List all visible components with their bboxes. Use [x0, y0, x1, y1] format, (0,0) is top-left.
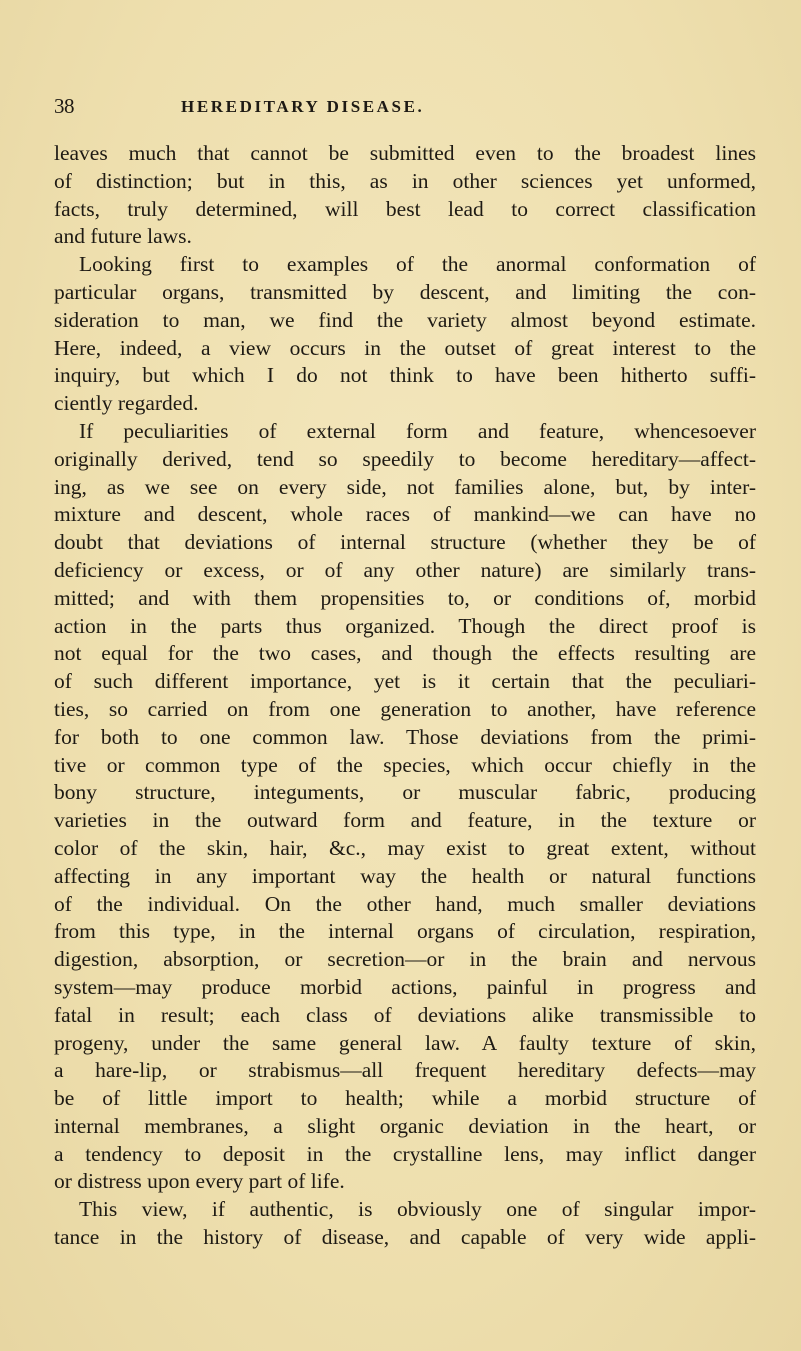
- text-line: for both to one common law. Those deviations from the primi-: [54, 724, 756, 749]
- text-line: sideration to man, we find the variety almost beyond estimate.: [54, 307, 756, 332]
- text-line: Looking first to examples of the anormal conformation of: [79, 252, 756, 277]
- text-line: of such different importance, yet is it certain that the peculiari-: [54, 669, 756, 694]
- page-header: [54, 94, 754, 124]
- page-number: 38: [54, 94, 74, 118]
- text-line: Here, indeed, a view occurs in the outset of great interest to the: [54, 335, 756, 360]
- text-line: deficiency or excess, or of any other nature) are similarly trans-: [54, 557, 756, 582]
- text-line: from this type, in the internal organs of circulation, respiration,: [54, 919, 756, 944]
- text-line: be of little import to health; while a morbid structure of: [54, 1086, 756, 1111]
- text-line: ciently regarded.: [54, 391, 199, 416]
- text-line: If peculiarities of external form and feature, whencesoever: [79, 418, 756, 443]
- text-line: and future laws.: [54, 224, 192, 249]
- text-line: tive or common type of the species, which occur chiefly in the: [54, 752, 756, 777]
- text-line: not equal for the two cases, and though the effects resulting are: [54, 641, 756, 666]
- text-line: doubt that deviations of internal structure (whether they be of: [54, 530, 756, 555]
- text-line: a tendency to deposit in the crystalline lens, may inflict danger: [54, 1141, 756, 1166]
- text-line: ties, so carried on from one generation to another, have reference: [54, 696, 756, 721]
- text-line: varieties in the outward form and feature, in the texture or: [54, 808, 756, 833]
- text-line: This view, if authentic, is obviously one of singular impor-: [79, 1197, 756, 1222]
- text-line: ing, as we see on every side, not families alone, but, by inter-: [54, 474, 756, 499]
- text-line: inquiry, but which I do not think to have been hitherto suffi-: [54, 363, 756, 388]
- text-line: fatal in result; each class of deviations alike transmissible to: [54, 1002, 756, 1027]
- text-line: bony structure, integuments, or muscular fabric, producing: [54, 780, 756, 805]
- text-line: system—may produce morbid actions, painful in progress and: [54, 974, 756, 999]
- text-line: tance in the history of disease, and capable of very wide appli-: [54, 1225, 756, 1250]
- text-line: of the individual. On the other hand, much smaller deviations: [54, 891, 756, 916]
- text-line: leaves much that cannot be submitted even to the broadest lines: [54, 141, 756, 165]
- text-line: originally derived, tend so speedily to become hereditary—affect-: [54, 446, 756, 471]
- text-line: a hare-lip, or strabismus—all frequent hereditary defects—may: [54, 1058, 756, 1083]
- text-line: mixture and descent, whole races of mankind—we can have no: [54, 502, 756, 527]
- text-line: mitted; and with them propensities to, or conditions of, morbid: [54, 585, 756, 610]
- text-line: progeny, under the same general law. A faulty texture of skin,: [54, 1030, 756, 1055]
- text-line: internal membranes, a slight organic deviation in the heart, or: [54, 1113, 756, 1138]
- text-line: or distress upon every part of life.: [54, 1169, 345, 1194]
- body-text: [54, 140, 756, 1252]
- text-line: particular organs, transmitted by descent, and limiting the con-: [54, 279, 756, 304]
- text-line: digestion, absorption, or secretion—or in the brain and nervous: [54, 947, 756, 972]
- running-title: HEREDITARY DISEASE.: [181, 97, 425, 116]
- text-line: affecting in any important way the health or natural functions: [54, 863, 756, 888]
- text-line: action in the parts thus organized. Though the direct proof is: [54, 613, 756, 638]
- text-line: of distinction; but in this, as in other sciences yet unformed,: [54, 168, 756, 193]
- text-line: facts, truly determined, will best lead to correct classification: [54, 196, 756, 221]
- text-line: color of the skin, hair, &c., may exist to great extent, without: [54, 835, 756, 860]
